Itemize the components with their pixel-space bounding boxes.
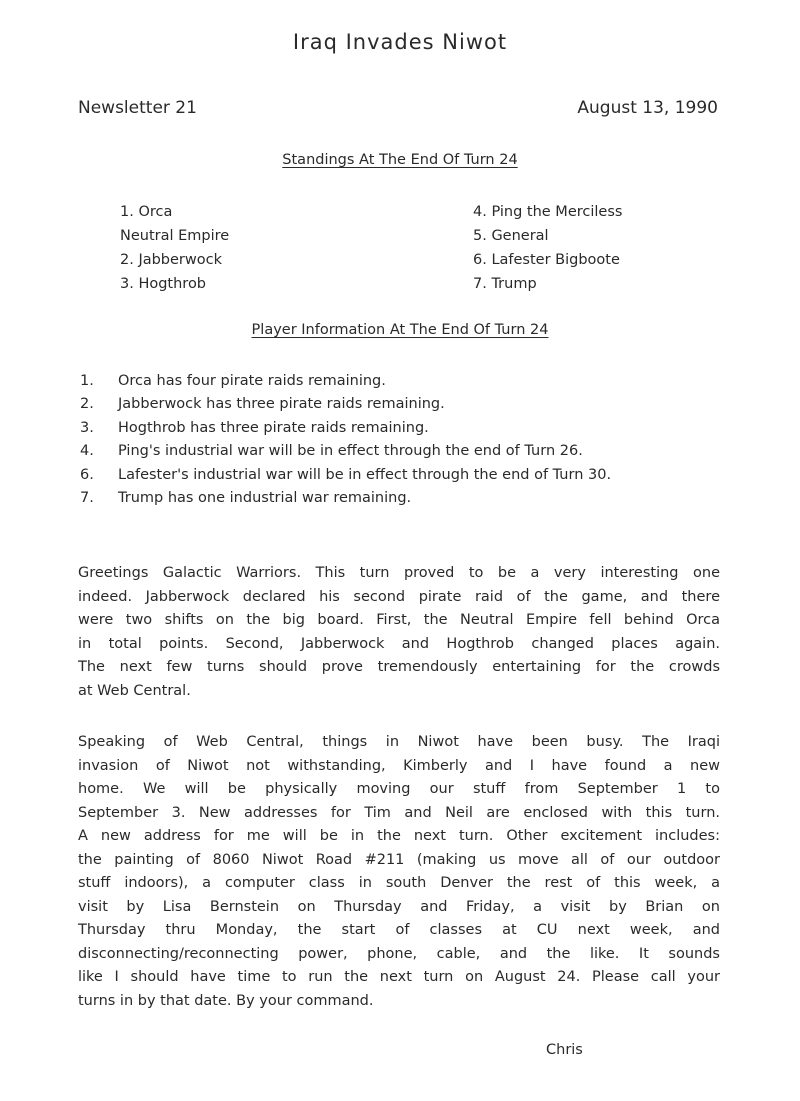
list-item-number: 4. <box>80 443 94 460</box>
paragraph-line: the painting of 8060 Niwot Road #211 (making us move all of our outdoor <box>78 851 720 868</box>
list-item-number: 2. <box>80 396 94 413</box>
paragraph-line: at Web Central. <box>78 682 191 699</box>
list-item-number: 6. <box>80 466 94 483</box>
player-info-heading: Player Information At The End Of Turn 24 <box>251 322 549 338</box>
paragraph-line: invasion of Niwot not withstanding, Kimberly and I have found a new <box>78 757 720 774</box>
standings-entry: 1. Orca <box>120 204 173 220</box>
standings-entry: 4. Ping the Merciless <box>473 204 623 220</box>
paragraph-line: Speaking of Web Central, things in Niwot have been busy. The Iraqi <box>78 734 720 750</box>
standings-entry: 7. Trump <box>473 276 537 292</box>
paragraph-line: in total points. Second, Jabberwock and Hogthrob changed places again. <box>78 635 720 652</box>
paragraph-line: The next few turns should prove tremendously entertaining for the crowds <box>78 659 720 675</box>
list-item-text: Lafester's industrial war will be in effect through the end of Turn 30. <box>118 466 612 483</box>
body-paragraph-greeting <box>78 562 720 703</box>
list-item <box>80 370 740 393</box>
list-item-text: Jabberwock has three pirate raids remaining. <box>118 396 445 413</box>
paragraph-line: disconnecting/reconnecting power, phone, cable, and the like. It sounds <box>78 945 720 962</box>
signature: Chris <box>546 1042 583 1058</box>
paragraph-line: like I should have time to run the next turn on August 24. Please call your <box>78 969 720 985</box>
paragraph-line: A new address for me will be in the next turn. Other excitement includes: <box>78 828 720 844</box>
body-paragraph-news <box>78 731 720 1013</box>
standings-entry: Neutral Empire <box>120 228 230 244</box>
list-item-number: 3. <box>80 419 94 436</box>
player-info-list <box>80 370 740 510</box>
list-item <box>80 464 740 487</box>
list-item-text: Hogthrob has three pirate raids remaining. <box>118 419 429 436</box>
list-item <box>80 417 740 440</box>
list-item-number: 7. <box>80 490 94 507</box>
paragraph-line: stuff indoors), a computer class in south Denver the rest of this week, a <box>78 875 720 891</box>
standings-heading: Standings At The End Of Turn 24 <box>282 152 518 168</box>
list-item-text: Trump has one industrial war remaining. <box>118 490 412 507</box>
paragraph-line: visit by Lisa Bernstein on Thursday and Friday, a visit by Brian on <box>78 898 720 915</box>
paragraph-line: September 3. New addresses for Tim and Neil are enclosed with this turn. <box>78 804 720 821</box>
list-item <box>80 487 740 510</box>
list-item-text: Orca has four pirate raids remaining. <box>118 373 386 389</box>
paragraph-line: indeed. Jabberwock declared his second pirate raid of the game, and there <box>78 588 720 605</box>
standings-entry: 5. General <box>473 228 549 244</box>
paragraph-line: Greetings Galactic Warriors. This turn proved to be a very interesting one <box>78 565 720 581</box>
list-item-text: Ping's industrial war will be in effect through the end of Turn 26. <box>118 443 583 460</box>
standings-left-column <box>120 200 229 296</box>
paragraph-line: were two shifts on the big board. First, the Neutral Empire fell behind Orca <box>78 612 720 628</box>
standings-entry: 3. Hogthrob <box>120 276 207 292</box>
list-item-number: 1. <box>80 373 94 389</box>
paragraph-line: home. We will be physically moving our stuff from September 1 to <box>78 781 720 797</box>
issue-date: August 13, 1990 <box>577 98 718 118</box>
page-title: Iraq Invades Niwot <box>292 30 508 54</box>
paragraph-line: Thursday thru Monday, the start of classes at CU next week, and <box>78 922 720 938</box>
paragraph-line: turns in by that date. By your command. <box>78 992 374 1009</box>
standings-entry: 2. Jabberwock <box>120 252 222 268</box>
standings-right-column <box>473 200 622 296</box>
list-item <box>80 440 740 463</box>
issue-number: Newsletter 21 <box>78 98 197 118</box>
standings-entry: 6. Lafester Bigboote <box>473 252 620 268</box>
list-item <box>80 393 740 416</box>
